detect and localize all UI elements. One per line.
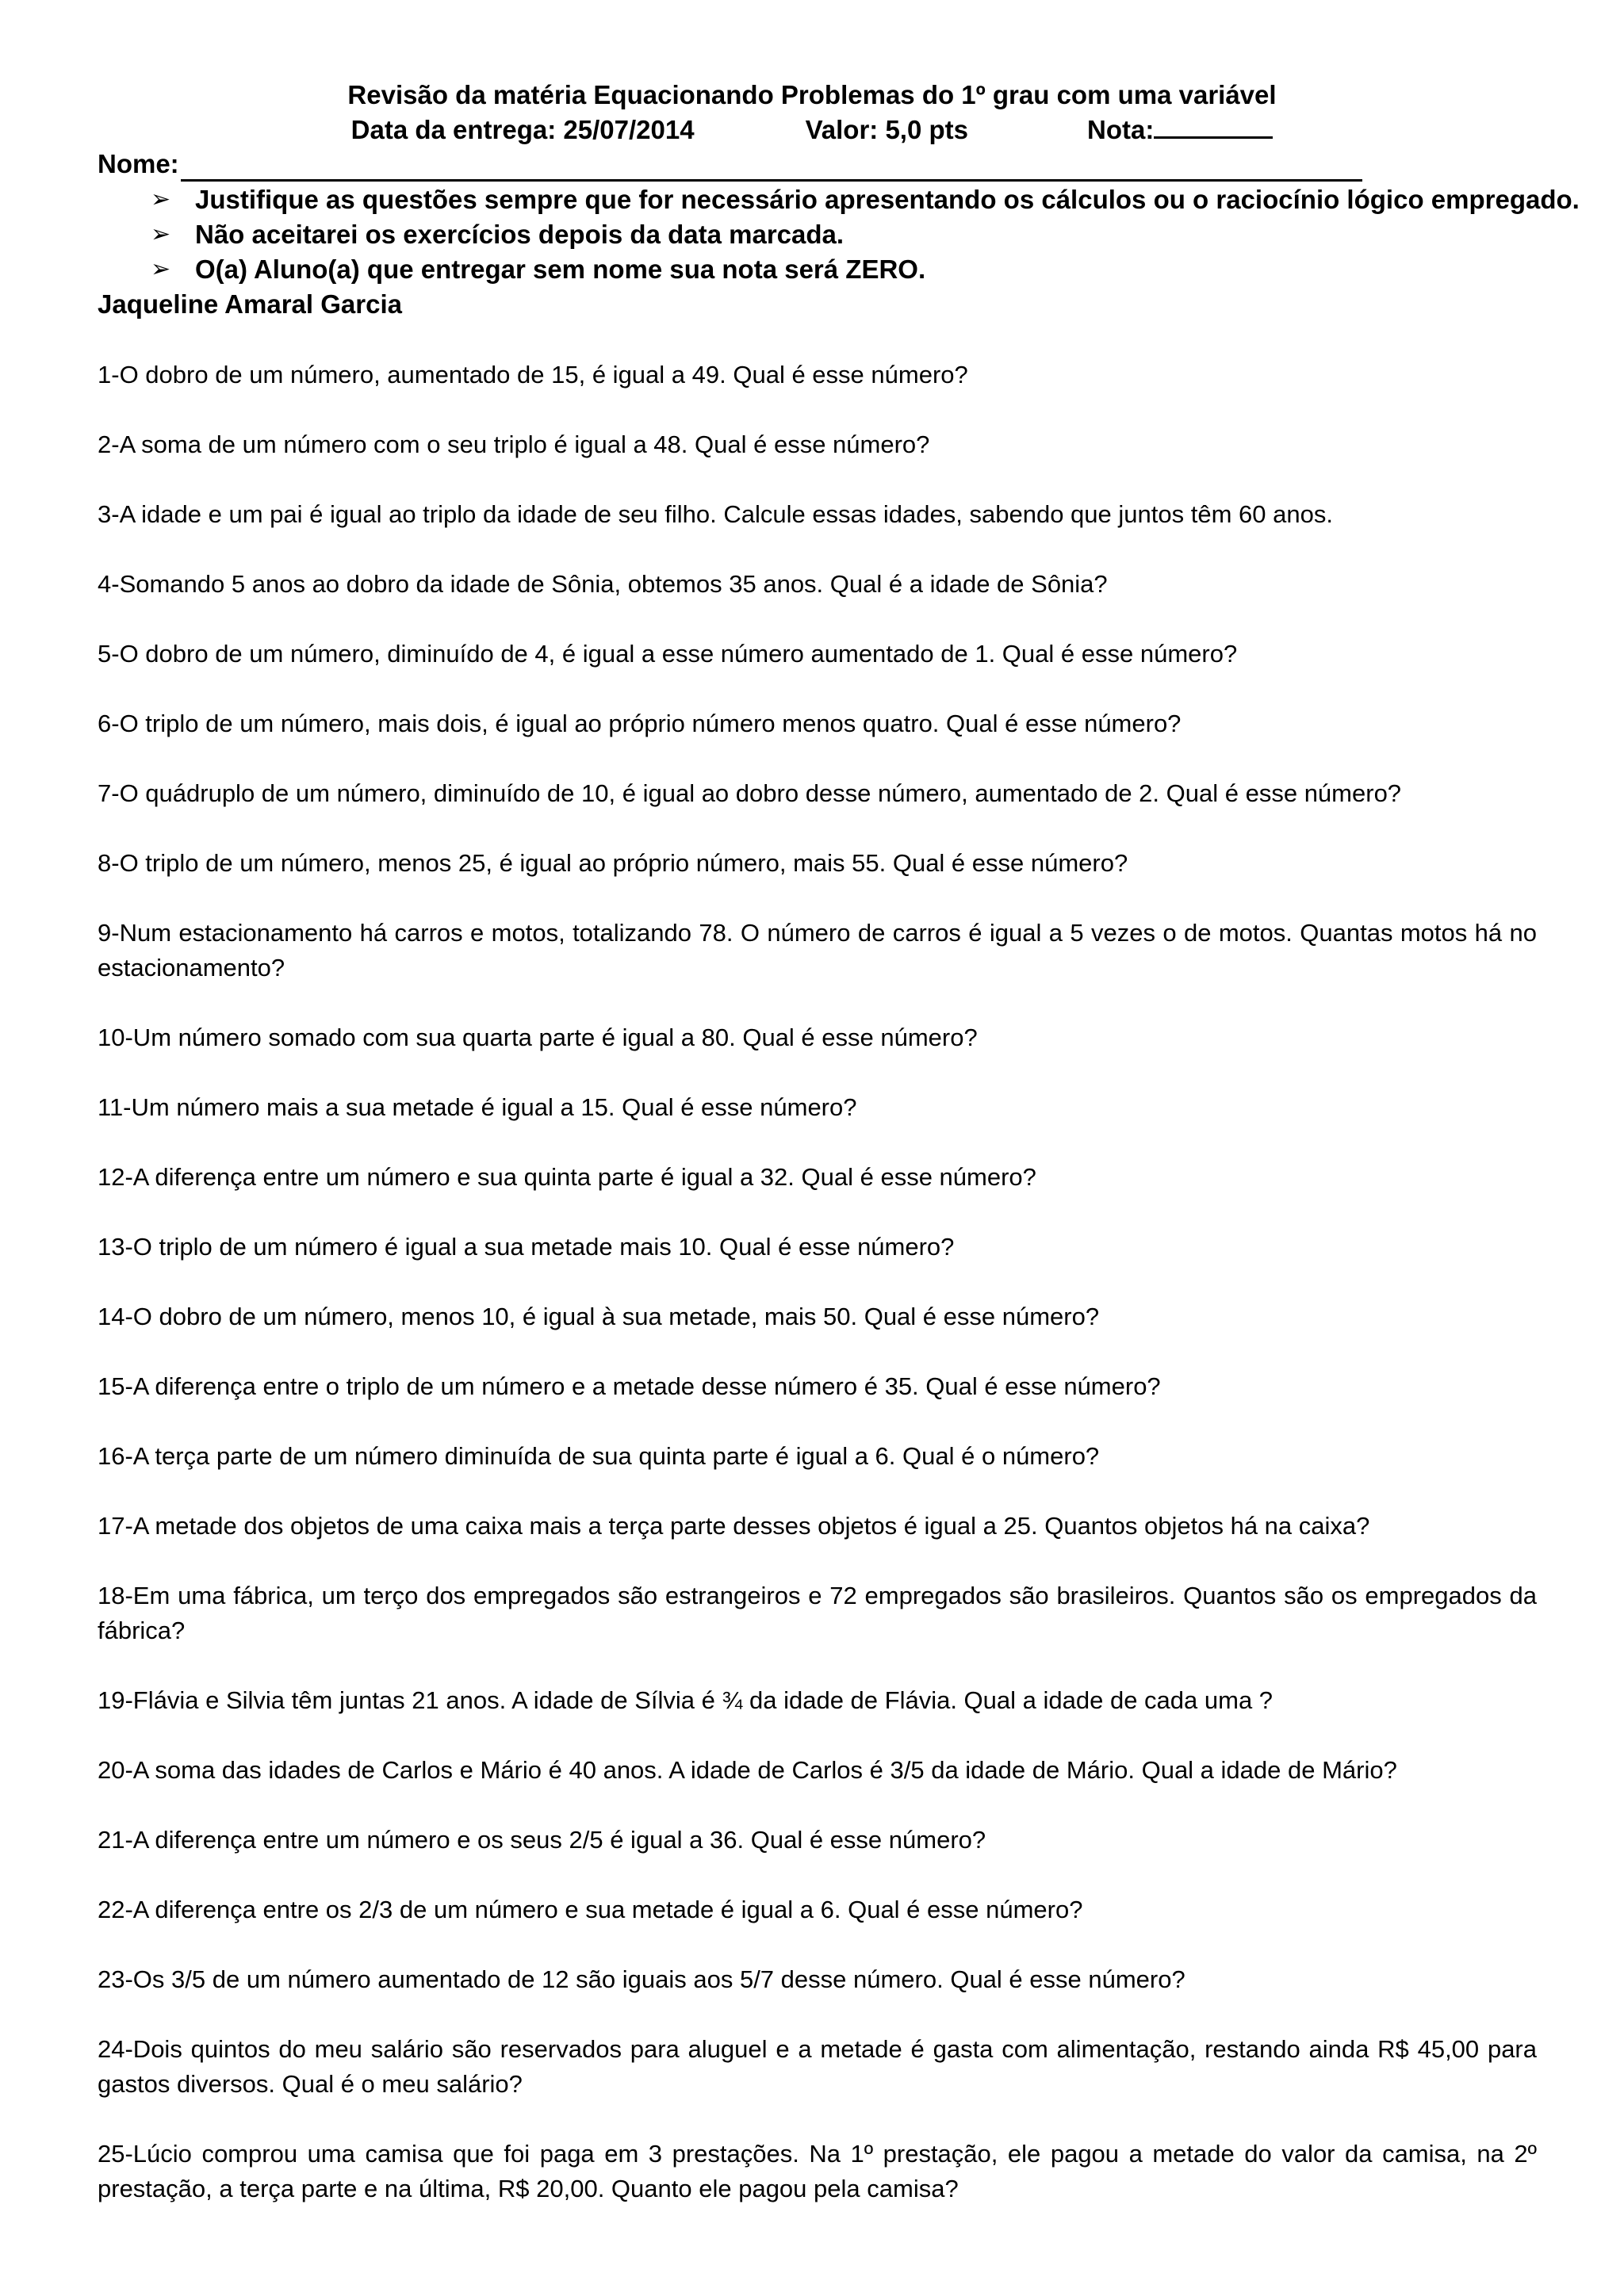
question-item: 20-A soma das idades de Carlos e Mário é 40 anos. A idade de Carlos é 3/5 da idade de Mário. Qual a idade de Mário?	[98, 1756, 1397, 1784]
question-item: 9-Num estacionamento há carros e motos, totalizando 78. O número de carros é igual a 5 vezes o de motos. Quantas motos há no estacionamento?	[98, 919, 1537, 982]
question-item: 1-O dobro de um número, aumentado de 15, é igual a 49. Qual é esse número?	[98, 361, 968, 388]
question-item: 16-A terça parte de um número diminuída de sua quinta parte é igual a 6. Qual é o número?	[98, 1442, 1100, 1470]
instruction-text: Não aceitarei os exercícios depois da data marcada.	[195, 220, 845, 249]
instruction-text: O(a) Aluno(a) que entregar sem nome sua nota será ZERO.	[195, 254, 926, 284]
question-item: 23-Os 3/5 de um número aumentado de 12 são iguais aos 5/7 desse número. Qual é esse número?	[98, 1965, 1185, 1993]
arrow-bullet-icon: ➢	[151, 256, 171, 282]
name-label: Nome:	[98, 149, 179, 178]
worksheet-meta	[0, 113, 1624, 147]
name-field	[98, 147, 1362, 182]
question-item: 10-Um número somado com sua quarta parte é igual a 80. Qual é esse número?	[98, 1024, 978, 1051]
question-item: 25-Lúcio comprou uma camisa que foi paga em 3 prestações. Na 1º prestação, ele pagou a metade do valor da camisa, na 2º prestação, a terça parte e na última, R$ 20,00. Quanto ele pagou pela camisa?	[98, 2140, 1537, 2202]
question-item: 11-Um número mais a sua metade é igual a 15. Qual é esse número?	[98, 1093, 857, 1121]
author-name: Jaqueline Amaral Garcia	[98, 289, 402, 319]
question-item: 8-O triplo de um número, menos 25, é igual ao próprio número, mais 55. Qual é esse número?	[98, 849, 1128, 877]
question-item: 24-Dois quintos do meu salário são reservados para aluguel e a metade é gasta com alimentação, restando ainda R$ 45,00 para gastos diversos. Qual é o meu salário?	[98, 2035, 1537, 2098]
question-item: 3-A idade e um pai é igual ao triplo da idade de seu filho. Calcule essas idades, sabendo que juntos têm 60 anos.	[98, 500, 1333, 528]
question-item: 6-O triplo de um número, mais dois, é igual ao próprio número menos quatro. Qual é esse número?	[98, 710, 1182, 737]
question-item: 14-O dobro de um número, menos 10, é igual à sua metade, mais 50. Qual é esse número?	[98, 1303, 1100, 1330]
question-item: 17-A metade dos objetos de uma caixa mais a terça parte desses objetos é igual a 25. Quantos objetos há na caixa?	[98, 1512, 1370, 1540]
questions-list	[98, 358, 1537, 2241]
question-item: 21-A diferença entre um número e os seus 2/5 é igual a 36. Qual é esse número?	[98, 1826, 986, 1854]
instruction-item	[151, 252, 1580, 287]
question-item: 18-Em uma fábrica, um terço dos empregados são estrangeiros e 72 empregados são brasileiros. Quantos são os empregados da fábrica?	[98, 1582, 1537, 1644]
question-item: 5-O dobro de um número, diminuído de 4, é igual a esse número aumentado de 1. Qual é esse número?	[98, 640, 1238, 668]
question-item: 15-A diferença entre o triplo de um número e a metade desse número é 35. Qual é esse número?	[98, 1372, 1161, 1400]
question-item: 2-A soma de um número com o seu triplo é igual a 48. Qual é esse número?	[98, 430, 930, 458]
instructions-list	[151, 182, 1580, 287]
arrow-bullet-icon: ➢	[151, 221, 171, 247]
question-item: 4-Somando 5 anos ao dobro da idade de Sônia, obtemos 35 anos. Qual é a idade de Sônia?	[98, 570, 1108, 598]
question-item: 12-A diferença entre um número e sua quinta parte é igual a 32. Qual é esse número?	[98, 1163, 1036, 1191]
instruction-text: Justifique as questões sempre que for necessário apresentando os cálculos ou o raciocínio lógico empregado.	[195, 185, 1580, 214]
question-item: 13-O triplo de um número é igual a sua metade mais 10. Qual é esse número?	[98, 1233, 955, 1261]
question-item: 22-A diferença entre os 2/3 de um número e sua metade é igual a 6. Qual é esse número?	[98, 1896, 1083, 1923]
instruction-item	[151, 182, 1580, 217]
arrow-bullet-icon: ➢	[151, 186, 171, 212]
delivery-date: Data da entrega: 25/07/2014	[350, 115, 695, 144]
grade-blank[interactable]	[1154, 113, 1273, 139]
grade-label: Nota:	[1087, 115, 1155, 144]
value-label: Valor: 5,0 pts	[805, 115, 968, 144]
question-item: 7-O quádruplo de um número, diminuído de 10, é igual ao dobro desse número, aumentado de 2. Qual é esse número?	[98, 779, 1402, 807]
worksheet-title: Revisão da matéria Equacionando Problemas do 1º grau com uma variável	[347, 80, 1277, 109]
name-blank[interactable]	[181, 152, 1362, 182]
question-item: 19-Flávia e Silvia têm juntas 21 anos. A idade de Sílvia é ¾ da idade de Flávia. Qual a idade de cada uma ?	[98, 1686, 1274, 1714]
instruction-item	[151, 217, 1580, 252]
